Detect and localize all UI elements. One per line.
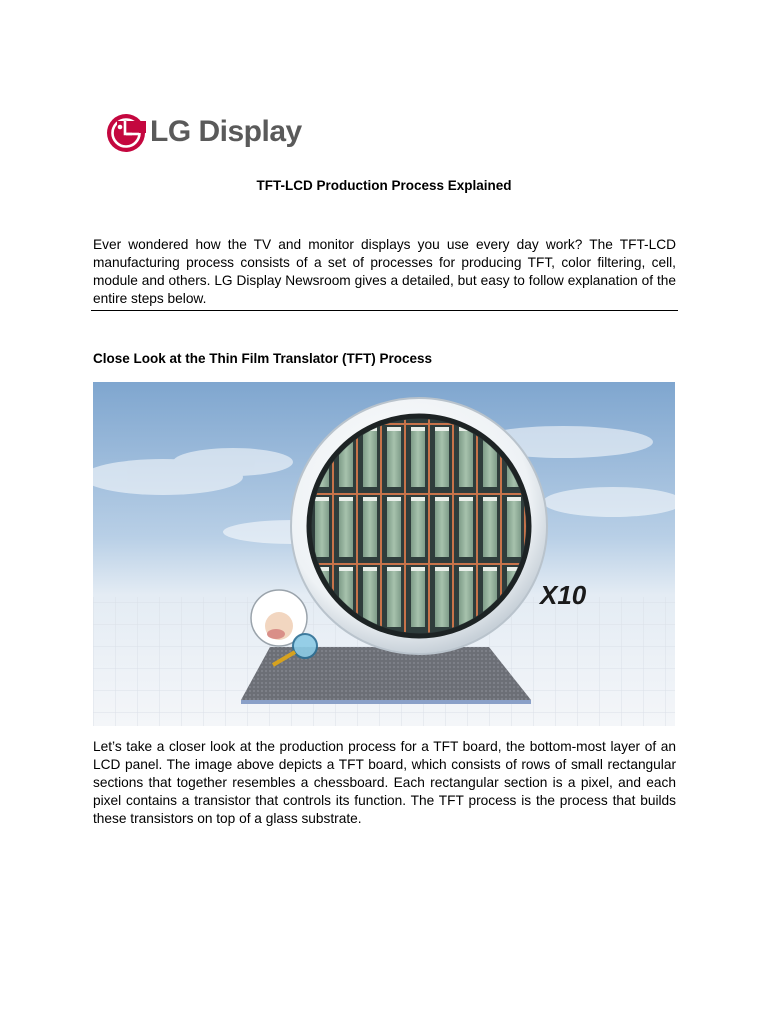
magnification-label: X10 xyxy=(540,580,587,610)
logo-wordmark: LG Display xyxy=(150,115,302,148)
body-paragraph: Let’s take a closer look at the production process for a TFT board, the bottom-most layer of an LCD panel. The image above depicts a TFT board, which consists of rows of small rectangular sections that together resembles a chessboard. Each rectangular section is a pixel, and each pixel contains a transistor that controls its function. The TFT process is the process that builds these transistors on top of a glass substrate. xyxy=(93,739,676,826)
document-title: TFT-LCD Production Process Explained xyxy=(256,178,512,193)
section-heading: Close Look at the Thin Film Translator (TFT) Process xyxy=(93,351,433,366)
lg-display-logo xyxy=(106,112,336,154)
intro-paragraph: Ever wondered how the TV and monitor displays you use every day work? The TFT-LCD manufacturing process consists of a set of processes for producing TFT, color filtering, cell, module and others. LG Display Newsroom gives a detailed, but easy to follow explanation of the entire steps below. xyxy=(93,237,676,306)
divider xyxy=(91,310,678,311)
lg-face-icon xyxy=(106,113,146,153)
tft-board-illustration xyxy=(93,382,675,726)
